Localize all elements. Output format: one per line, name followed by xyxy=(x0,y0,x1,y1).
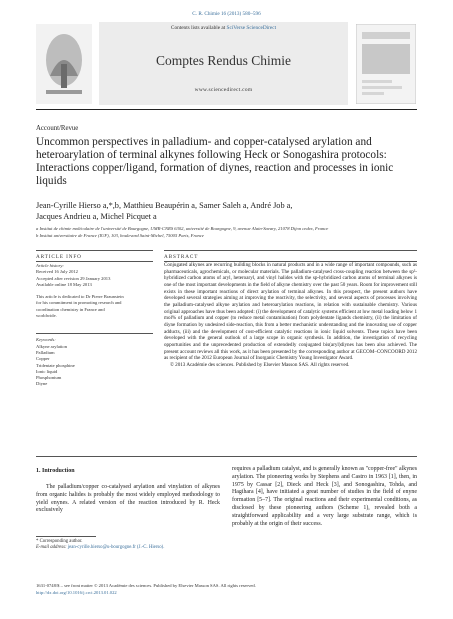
info-top-rule xyxy=(36,250,153,251)
email-label: E-mail address: xyxy=(36,545,67,551)
keywords-label: Keywords: xyxy=(36,337,56,343)
journal-citation: C. R. Chimie 16 (2013) 580–596 xyxy=(192,11,261,17)
keyword-item: Phosphonium xyxy=(36,375,62,381)
abstract-body xyxy=(164,262,417,369)
footnote-rule xyxy=(36,536,96,537)
abstract-top-rule xyxy=(164,250,417,251)
body-column-left xyxy=(36,484,220,515)
page-footer xyxy=(36,583,417,596)
keyword-item: Palladium xyxy=(36,349,55,355)
keyword-item: Diyne xyxy=(36,381,48,387)
author-list xyxy=(36,200,366,222)
journal-homepage[interactable]: www.sciencedirect.com xyxy=(194,87,253,93)
history-label: Article history: xyxy=(36,263,64,268)
journal-name: Comptes Rendus Chimie xyxy=(156,53,291,68)
dedication: This article is dedicated to Dr Pierre Braunstein for his commitment in promoting research and coordination chemistry in France and worldwide. xyxy=(36,294,124,319)
section-heading-introduction: 1. Introduction xyxy=(36,468,75,474)
contents-line xyxy=(99,25,348,31)
body-column-right xyxy=(232,466,417,528)
contents-prefix: Contents lists available at xyxy=(170,25,226,31)
keywords-rule xyxy=(36,333,153,334)
front-matter-line: 1631-0748/$ – see front matter © 2013 Académie des sciences. Published by Elsevier Masson SAS. All rights reserved. xyxy=(36,583,256,588)
elsevier-logo xyxy=(36,24,92,104)
corresponding-author-note: * Corresponding author. xyxy=(36,539,83,544)
intro-paragraph-2: requires a palladium catalyst, and is generally known as "copper-free" alkynes arylation. The pioneering works by Stephens and Castro in 1963 [1], then, in 1975 by Cassar [2], Dieck and Heck [3], and Sonogashira, Tohda, and Hagihara [4], have initiated a great number of studies in the field of enyne formation [5–7]. The original reactions and their experimental conditions, as disclosed by these pioneering authors (Scheme 1), revealed both a straightforward applicability and a very large substrate range, which is probably at the origin of their success. xyxy=(232,466,417,527)
author-email-link[interactable]: jean-cyrille.hierso@u-bourgogne.fr (J.-C. Hierso). xyxy=(67,545,165,551)
keyword-item: Alkyne arylation xyxy=(36,343,67,349)
abstract-heading: ABSTRACT xyxy=(164,254,199,260)
affiliation-b: b Institut universitaire de France (IUF), 103, boulevard Saint-Michel, 75005 Paris, France xyxy=(36,232,204,238)
intro-paragraph-1: The palladium/copper co-catalysed arylation and vinylation of alkynes from organic halides is probably the most widely employed methodology to yield enynes. A related version of the reaction introduced by R. Heck exclusively xyxy=(36,484,220,514)
journal-cover-thumbnail xyxy=(356,24,416,104)
keyword-item: Copper xyxy=(36,356,50,362)
doi-link[interactable]: http://dx.doi.org/10.1016/j.crci.2013.01.022 xyxy=(36,589,117,595)
header-rule xyxy=(36,109,417,110)
affiliations xyxy=(36,226,421,239)
footnote xyxy=(36,539,220,552)
history-received: Received 16 July 2012 xyxy=(36,269,78,275)
article-info xyxy=(36,262,126,388)
history-accepted: Accepted after revision 29 January 2013 xyxy=(36,275,111,281)
sciencedirect-link[interactable]: SciVerse ScienceDirect xyxy=(226,25,277,31)
history-online: Available online 18 May 2013 xyxy=(36,281,92,287)
abstract-text: Conjugated alkynes are recurring building blocks in natural products and in a wide range of important compounds, such as pharmaceuticals, agrochemicals, or molecular materials. The palladium-catalysed cross-coupling reaction between the sp²-hybridized carbon atoms of aryl, heteroaryl, and vinyl halides with the sp-hybridized carbon atoms of terminal alkynes is one of the most important developments in the field of alkyne chemistry over the past 50 years. Room for improvement still exists in these important reactions of direct arylation of terminal alkynes. In this prospect, the present authors have developed several strategies aiming at improving the reactivity, the selectivity, and several aspects of processes involving the palladium-catalysed alkyne arylation and heteroarylation reactions, in relation with sustainable chemistry. Various original approaches have thus been adopted: (i) the development of catalytic systems efficient at low metal loading below 1 mol% of palladium and copper (to reduce metal contamination) from polydentate ligands chemistry, (ii) the limitation of diyne formation by undesired side-reaction, this from a better mechanistic understanding and the innovating use of copper adducts, (iii) and the development of cost-efficient catalytic reactions in ionic liquid solvents. These topics have been developed with the general outlook of a large scope in organic synthesis. In addition, the investigation of recycling opportunities and the unprecedented production of extendedly conjugated bis(aryl)diynes has been also achieved. The present account reviews all this work, as it has been presented by the corresponding author at GECOM–CONCOORD 2012 as recipient of the 2012 European Journal of Inorganic Chemistry Young Investigator Award. xyxy=(164,262,417,362)
affiliation-a: a Institut de chimie moléculaire de l'université de Bourgogne, UMR-CNRS 6302, université de Bourgogne, 9, avenue Alain-Savary, 21078 Dijon cedex, France xyxy=(36,226,329,231)
keyword-item: Ionic liquid xyxy=(36,368,58,374)
abstract-copyright: © 2013 Académie des sciences. Published by Elsevier Masson SAS. All rights reserved. xyxy=(170,361,350,368)
article-info-heading: ARTICLE INFO xyxy=(36,254,82,260)
authors-line-2: Jacques Andrieu a, Michel Picquet a xyxy=(36,212,157,221)
authors-line-1: Jean-Cyrille Hierso a,*,b, Matthieu Beaupérin a, Samer Saleh a, André Job a, xyxy=(36,201,293,210)
article-title: Uncommon perspectives in palladium- and copper-catalysed arylation and heteroarylation of terminal alkynes following Heck or Sonogashira protocols: Interactions copper/ligand, formation of diynes, reaction and processes in ionic liquids xyxy=(36,136,394,187)
keyword-item: Tridentate phosphine xyxy=(36,362,75,368)
abstract-bottom-rule xyxy=(36,456,417,457)
article-type: Account/Revue xyxy=(36,125,79,132)
